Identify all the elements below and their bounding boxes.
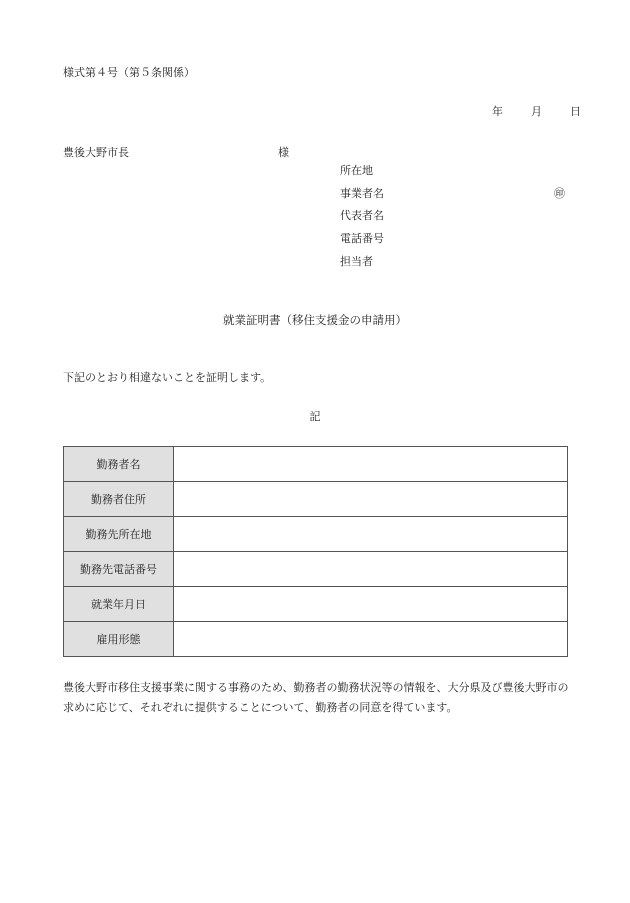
row-value-field[interactable] xyxy=(174,622,568,657)
addressee-honorific: 様 xyxy=(278,146,289,159)
applicant-phone-label: 電話番号 xyxy=(340,232,384,245)
applicant-representative-label: 代表者名 xyxy=(340,209,384,222)
row-label: 雇用形態 xyxy=(64,622,174,657)
consent-statement: 豊後大野市移住支援事業に関する事務のため、勤務者の勤務状況等の情報を、大分県及び豊後大野市の求めに応じて、それぞれに提供することについて、勤務者の同意を得ています。 xyxy=(63,681,569,714)
table-row xyxy=(64,552,568,587)
applicant-address-label: 所在地 xyxy=(340,164,373,177)
row-value-field[interactable] xyxy=(174,447,568,482)
table-row xyxy=(64,517,568,552)
row-value-field[interactable] xyxy=(174,482,568,517)
date-month-label: 月 xyxy=(531,105,542,118)
document-title: 就業証明書（移住支援金の申請用） xyxy=(223,313,407,327)
row-value-field[interactable] xyxy=(174,552,568,587)
form-number: 様式第４号（第５条関係） xyxy=(63,66,195,79)
date-day-label: 日 xyxy=(570,105,581,118)
applicant-company-label: 事業者名 xyxy=(340,187,384,200)
table-row xyxy=(64,587,568,622)
ki-heading: 記 xyxy=(309,410,321,423)
row-label: 勤務先電話番号 xyxy=(64,552,174,587)
row-label: 勤務先所在地 xyxy=(64,517,174,552)
addressee-name: 豊後大野市長 xyxy=(63,146,129,159)
row-value-field[interactable] xyxy=(174,587,568,622)
row-value-field[interactable] xyxy=(174,517,568,552)
date-line xyxy=(492,105,581,119)
table-row xyxy=(64,482,568,517)
employment-info-table xyxy=(63,446,568,657)
row-label: 就業年月日 xyxy=(64,587,174,622)
seal-mark: ㊞ xyxy=(554,187,565,200)
applicant-contact-label: 担当者 xyxy=(340,255,373,268)
table-row xyxy=(64,622,568,657)
certification-statement: 下記のとおり相違ないことを証明します。 xyxy=(63,371,272,384)
row-label: 勤務者住所 xyxy=(64,482,174,517)
date-year-label: 年 xyxy=(492,105,503,118)
row-label: 勤務者名 xyxy=(64,447,174,482)
table-row xyxy=(64,447,568,482)
